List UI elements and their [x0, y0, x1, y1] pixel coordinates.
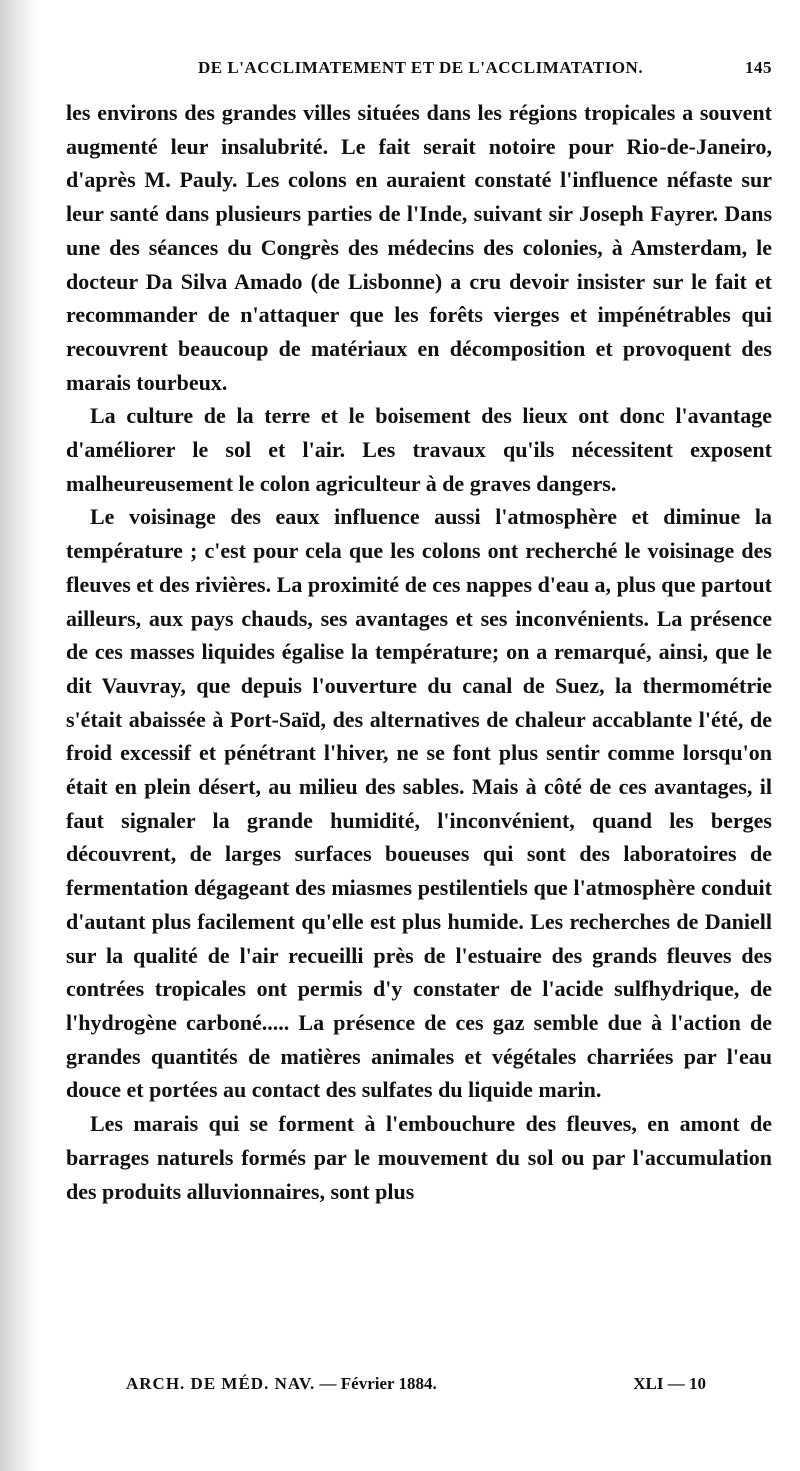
book-page	[66, 58, 772, 1208]
running-head	[66, 58, 772, 88]
paragraph-3: Le voisinage des eaux influence aussi l'atmosphère et diminue la température ; c'est pour cela que les colons ont recherché le voisinage des fleuves et des rivières. La proximité de ces nappes d'eau a, plus que partout ailleurs, aux pays chauds, ses avantages et ses inconvénients. La présence de ces masses liquides égalise la température; on a remarqué, ainsi, que le dit Vauvray, que depuis l'ouverture du canal de Suez, la thermométrie s'était abaissée à Port-Saïd, des alternatives de chaleur accablante l'été, de froid excessif et pénétrant l'hiver, ne se font plus sentir comme lorsqu'on était en plein désert, au milieu des sables. Mais à côté de ces avantages, il faut signaler la grande humidité, l'inconvénient, quand les berges découvrent, de larges surfaces boueuses qui sont des laboratoires de fermentation dégageant des miasmes pestilentiels que l'atmosphère conduit d'autant plus facilement qu'elle est plus humide. Les recherches de Daniell sur la qualité de l'air recueilli près de l'estuaire des grands fleuves des contrées tropicales ont permis d'y constater de l'acide sulfhydrique, de l'hydrogène carboné..... La présence de ces gaz semble due à l'action de grandes quantités de matières animales et végétales charriées par l'eau douce et portées au contact des sulfates du liquide marin.	[66, 504, 772, 1103]
paragraph-2: La culture de la terre et le boisement des lieux ont donc l'avantage d'améliorer le sol et l'air. Les travaux qu'ils nécessitent exposent malheureusement le colon agriculteur à de graves dangers.	[66, 403, 772, 496]
signature-mark: XLI — 10	[633, 1374, 706, 1393]
footer-separator: —	[319, 1374, 337, 1393]
page-gutter-shadow	[0, 0, 38, 1471]
paragraph-1: les environs des grandes villes situées dans les régions tropicales a souvent augmenté leur insalubrité. Le fait serait notoire pour Rio-de-Janeiro, d'après M. Pauly. Les colons en auraient constaté l'influence néfaste sur leur santé dans plusieurs parties de l'Inde, suivant sir Joseph Fayrer. Dans une des séances du Congrès des médecins des colonies, à Amsterdam, le docteur Da Silva Amado (de Lisbonne) a cru devoir insister sur le fait et recommander de n'attaquer que les forêts vierges et impénétrables qui recouvrent beaucoup de matériaux en décomposition et provoquent des marais tourbeux.	[66, 100, 772, 395]
journal-abbrev: ARCH. DE MÉD. NAV.	[126, 1374, 316, 1393]
paragraph-4: Les marais qui se forment à l'embouchure des fleuves, en amont de barrages naturels formés par le mouvement du sol ou par l'accumulation des produits alluvionnaires, sont plus	[66, 1111, 772, 1204]
running-title: DE L'ACCLIMATEMENT ET DE L'ACCLIMATATION.	[198, 58, 644, 77]
page-footer	[66, 1374, 706, 1394]
footer-citation	[126, 1374, 437, 1394]
body-text	[66, 96, 772, 1208]
footer-date: Février 1884.	[340, 1374, 437, 1393]
page-number: 145	[745, 58, 772, 77]
